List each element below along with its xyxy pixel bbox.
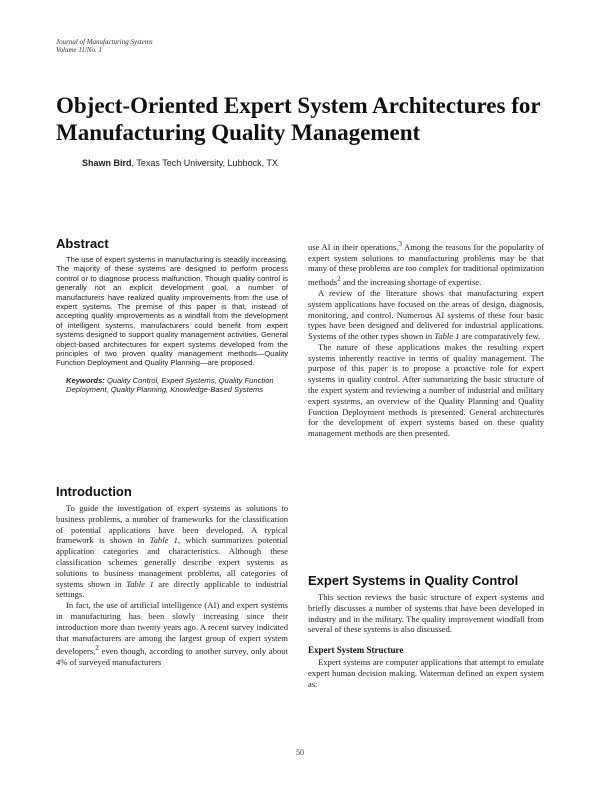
qc-paragraph-2: Expert systems are computer applications that attempt to emulate expert human decision making. Waterman defined an expert system as: (308, 657, 544, 689)
right-p1-text-a: use AI in their operations. (308, 241, 399, 252)
quality-control-heading: Expert Systems in Quality Control (308, 573, 519, 588)
intro-p1-text-c: are directly applicable to industrial settings. (56, 578, 289, 600)
keywords (56, 376, 288, 395)
journal-name: Journal of Manufacturing Systems (56, 38, 153, 46)
keywords-list: Quality Control, Expert Systems, Quality Function Deployment, Quality Planning, Knowledge-Based Systems (66, 375, 274, 395)
abstract-section (56, 236, 288, 395)
intro-p2-text-b: even though, according to another survey, only about 4% of surveyed manufacturers (56, 646, 288, 668)
table-ref: Table 1 (126, 578, 154, 589)
citation-superscript: 2 (95, 644, 99, 653)
introduction-section (56, 484, 288, 668)
expert-system-structure-heading: Expert System Structure (308, 645, 404, 656)
table-ref: Table 1 (434, 331, 460, 342)
byline (82, 158, 278, 168)
intro-p2-text-a: In fact, the use of artificial intelligence (AI) and expert systems in manufacturing has been slowly increasing since their introduction more than twenty years ago. A recent survey indicated that manufacturers are among the largest group of expert system developers, (56, 600, 288, 657)
intro-paragraph-2 (56, 600, 288, 668)
right-p2-text-a: A review of the literature shows that manufacturing expert system applications have focused on the areas of design, diagnosis, monitoring, and control. Numerous AI systems of these four basic types have been designed and delivered for industrial applications. Systems of the other types shown in (308, 287, 544, 342)
abstract-heading: Abstract (56, 236, 109, 251)
right-p1-text-b: Among the reasons for the popularity of expert system solutions to manufacturing problems may be that many of these problems are too complex for traditional optimization methods (308, 241, 544, 288)
author-affiliation: , Texas Tech University, Lubbock, TX (131, 158, 278, 168)
abstract-body: The use of expert systems in manufacturing is steadily increasing. The majority of these systems are designed to perform process control or to diagnose process malfunction. Though quality control is generally not an explicit development goal, a number of manufacturers have realized quality improvements from the use of expert systems. The premise of this paper is that, instead of accepting quality improvements as a windfall from the development of intelligent systems, manufacturers could benefit from expert systems designed to support quality management activities. General object-based architectures for expert systems developed from the principles of two proven quality management methods—Quality Function Deployment and Quality Planning—are proposed. (56, 255, 288, 368)
right-paragraph-1 (308, 239, 544, 288)
paper-title: Object-Oriented Expert System Architectures for Manufacturing Quality Management (56, 93, 541, 145)
table-ref: Table 1 (149, 535, 178, 546)
right-paragraph-3: The nature of these applications makes the resulting expert systems inherently reactive in terms of quality management. The purpose of this paper is to propose a proactive role for expert systems in quality control. After summarizing the basic structure of the expert system and reviewing a number of industrial and military expert systems, an overview of the Quality Planning and Quality Function Deployment methods is presented. General architectures for the development of expert systems based on these quality management methods are then presented. (308, 341, 544, 439)
right-p1-text-c: and the increasing shortage of expertise. (340, 277, 482, 288)
author-name: Shawn Bird (82, 158, 132, 168)
keywords-label: Keywords: (66, 375, 105, 385)
citation-superscript: 2 (337, 275, 341, 284)
intro-paragraph-1 (56, 503, 288, 600)
citation-superscript: 3 (398, 240, 402, 248)
journal-volume: Volume 11/No. 1 (56, 46, 102, 54)
right-paragraph-2 (308, 288, 544, 342)
qc-paragraph-1: This section reviews the basic structure of expert systems and briefly discusses a number of systems that have been developed in industry and in the military. The quality improvement windfall from several of these systems is also discussed. (308, 592, 544, 635)
right-column-body (308, 239, 544, 439)
introduction-heading: Introduction (56, 484, 132, 499)
intro-p1-text-a: To guide the investigation of expert systems as solutions to business problems, a number of frameworks for the classification of potential applications have been developed. A typical framework is shown in (56, 503, 288, 546)
intro-p1-text-b: , which summarizes potential application categories and characteristics. Although these classification schemes generally describe expert systems as solutions to business management problems, all categories of systems shown in (56, 535, 288, 589)
quality-control-section (308, 573, 544, 690)
journal-header (56, 38, 153, 54)
page-number: 50 (296, 748, 304, 757)
right-p2-text-b: are comparatively few. (459, 331, 541, 342)
